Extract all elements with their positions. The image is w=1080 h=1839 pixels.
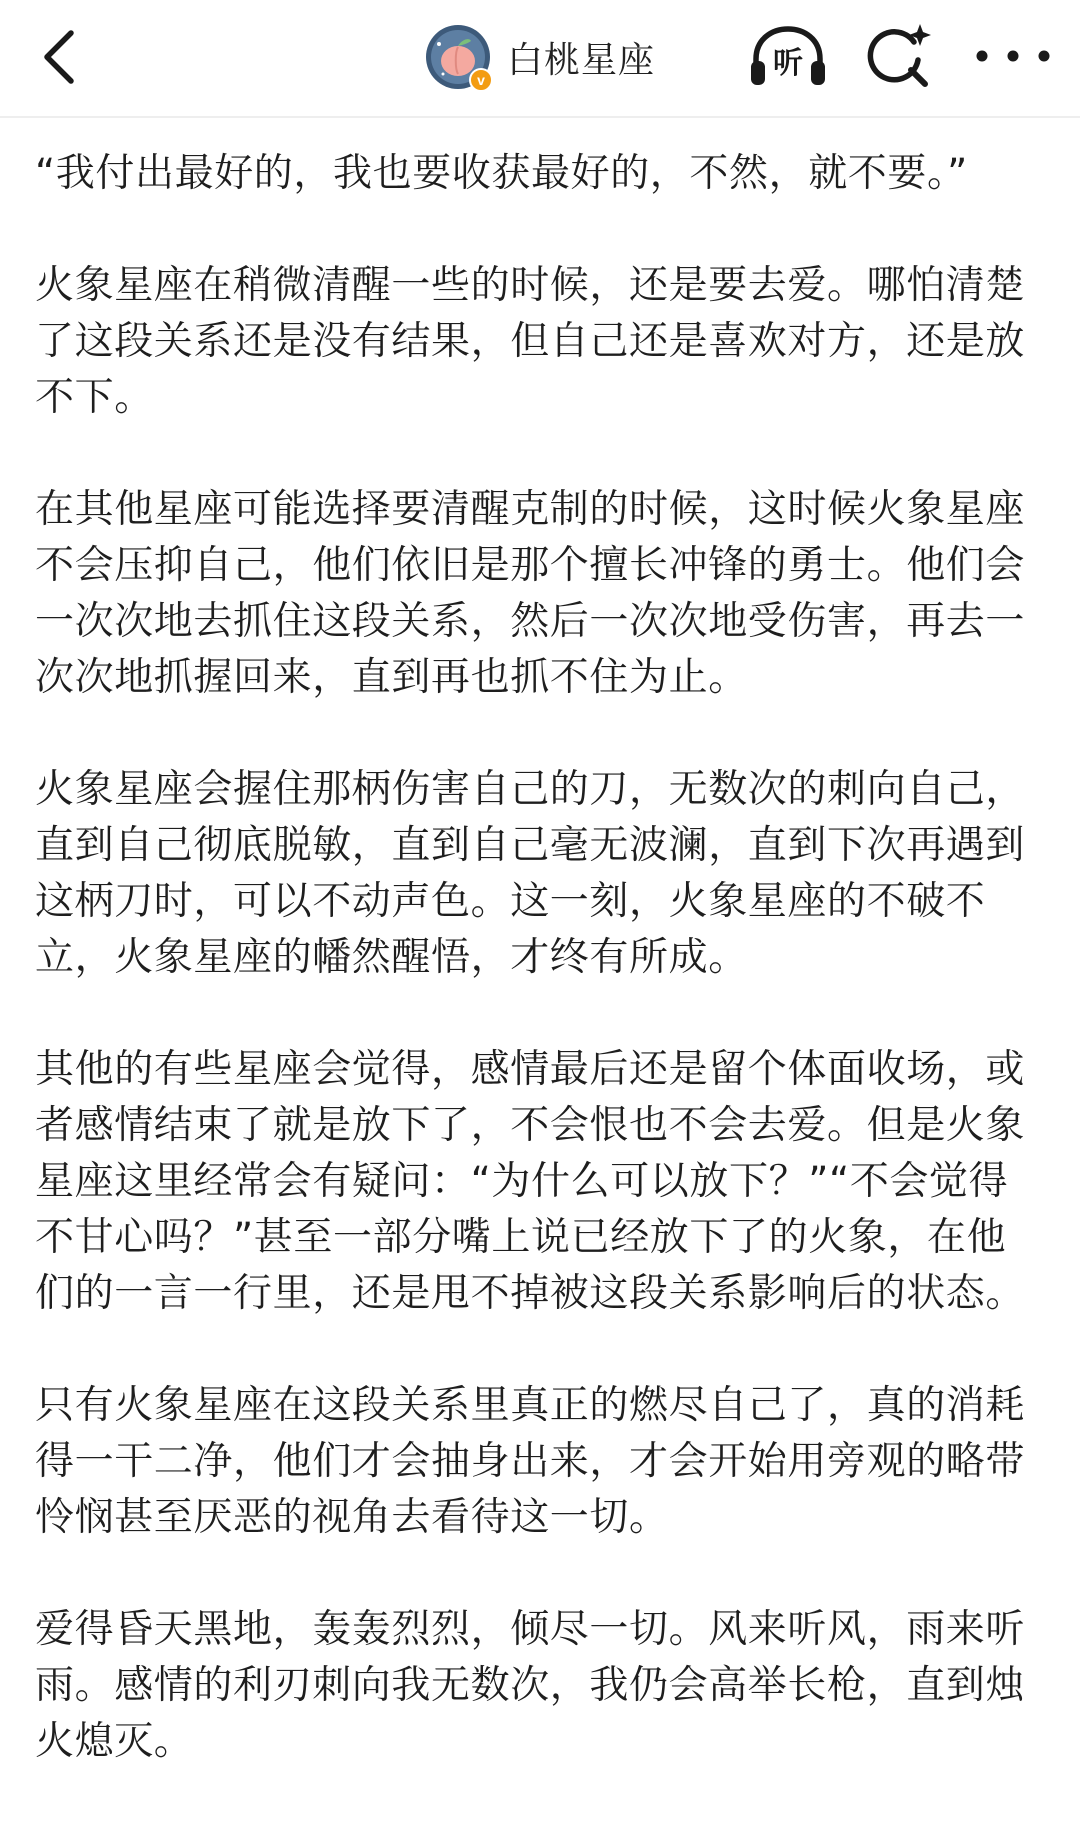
- more-options-button[interactable]: [968, 24, 1058, 88]
- top-navigation-bar: [0, 0, 1080, 118]
- listen-label: 听: [773, 46, 803, 81]
- article-paragraph-2: 火象星座在稍微清醒一些的时候，还是要去爱。哪怕清楚了这段关系还是没有结果，但自己还是喜欢对方，还是放不下。: [35, 263, 1026, 420]
- article-body: [35, 146, 1045, 1826]
- search-button[interactable]: [862, 20, 934, 92]
- article-paragraph-4: 火象星座会握住那柄伤害自己的刀，无数次的刺向自己，直到自己彻底脱敏，直到自己毫无波澜，直到下次再遇到这柄刀时，可以不动声色。这一刻，火象星座的不破不立，火象星座的幡然醒悟，才终有所成。: [35, 767, 1026, 980]
- article-paragraph-3: 在其他星座可能选择要清醒克制的时候，这时候火象星座不会压抑自己，他们依旧是那个擅长冲锋的勇士。他们会一次次地去抓住这段关系，然后一次次地受伤害，再去一次次地抓握回来，直到再也抓不住为止。: [35, 487, 1026, 700]
- article-paragraph-5: 其他的有些星座会觉得，感情最后还是留个体面收场，或者感情结束了就是放下了，不会恨也不会去爱。但是火象星座这里经常会有疑问：“为什么可以放下？”“不会觉得不甘心吗？”甚至一部分嘴上说已经放下了的火象，在他们的一言一行里，还是甩不掉被这段关系影响后的状态。: [35, 1047, 1026, 1316]
- listen-button[interactable]: [748, 25, 828, 89]
- avatar[interactable]: [425, 24, 491, 90]
- headphones-icon: [748, 25, 828, 89]
- author-profile-link[interactable]: [425, 22, 655, 92]
- author-name: 白桃星座: [507, 39, 656, 81]
- verified-badge-text: v: [477, 72, 485, 88]
- article-paragraph-6: 只有火象星座在这段关系里真正的燃尽自己了，真的消耗得一干二净，他们才会抽身出来，才会开始用旁观的略带怜悯甚至厌恶的视角去看待这一切。: [35, 1383, 1026, 1540]
- sparkle-search-icon: [862, 20, 934, 92]
- article-paragraph-7: 爱得昏天黑地，轰轰烈烈，倾尽一切。风来听风，雨来听雨。感情的利刃刺向我无数次，我仍会高举长枪，直到烛火熄灭。: [35, 1607, 1026, 1764]
- chevron-left-icon: [39, 29, 79, 85]
- verified-badge-icon: [469, 68, 493, 92]
- back-button[interactable]: [24, 22, 94, 92]
- more-dots-icon: [968, 24, 1058, 88]
- article-paragraph-1: “我付出最好的，我也要收获最好的，不然，就不要。”: [35, 151, 968, 196]
